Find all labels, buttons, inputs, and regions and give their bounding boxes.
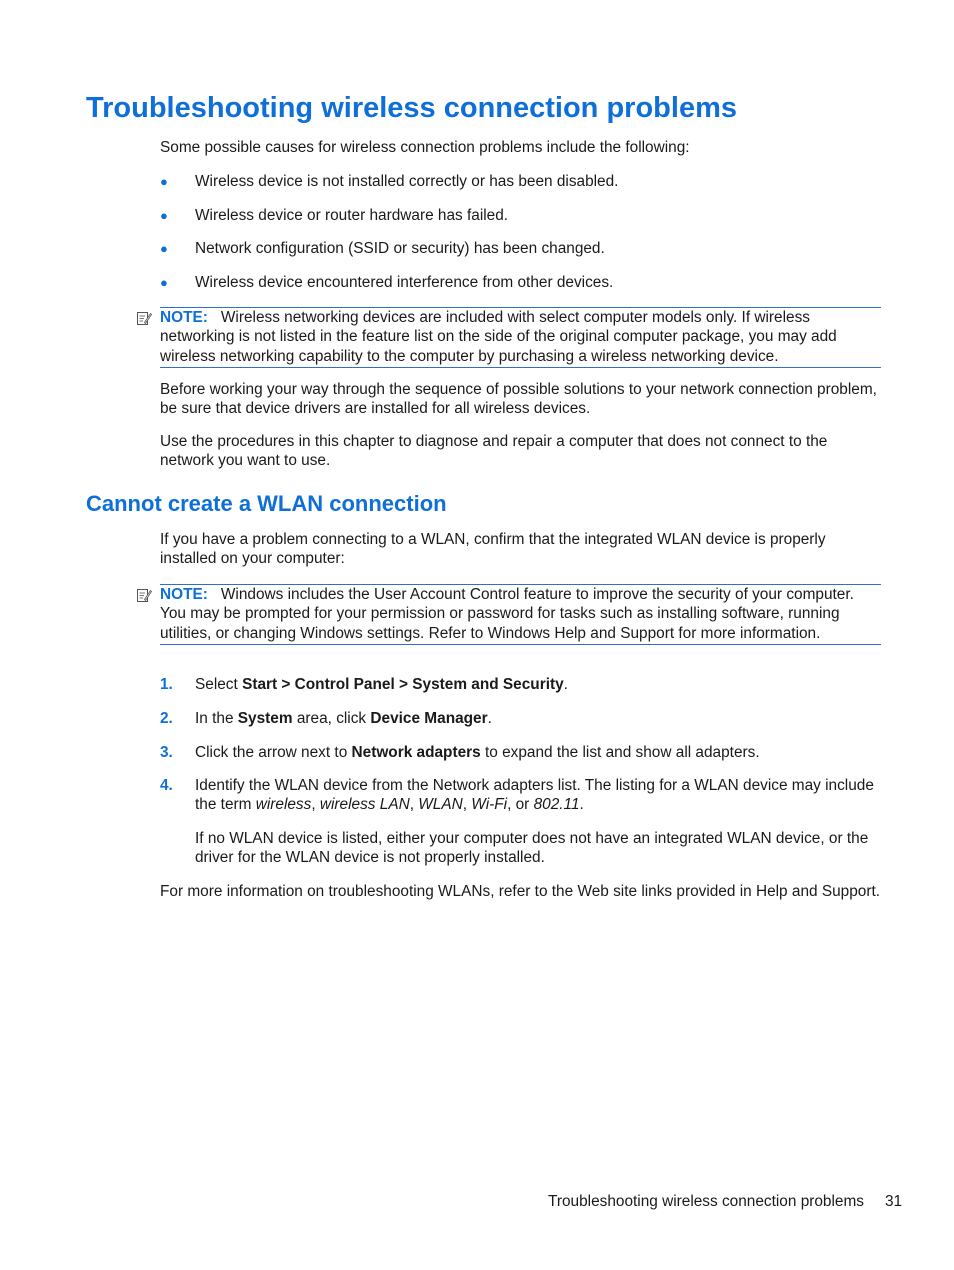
note-pencil-icon	[136, 310, 152, 326]
section-intro: If you have a problem connecting to a WLAN, confirm that the integrated WLAN device is properly installed on your computer:	[160, 531, 826, 568]
paragraph: Before working your way through the sequence of possible solutions to your network connection problem, be sure that device drivers are installed for all wireless devices.	[160, 381, 877, 418]
list-item-text: Network configuration (SSID or security) has been changed.	[195, 240, 605, 257]
step-text: In the System area, click Device Manager.	[195, 710, 492, 727]
step-followup: If no WLAN device is listed, either your computer does not have an integrated WLAN device, or the driver for the WLAN device is not properly installed.	[195, 830, 869, 867]
step-number: 1.	[160, 676, 173, 693]
step-text: Select Start > Control Panel > System and Security.	[195, 676, 568, 693]
page-title: Troubleshooting wireless connection problems	[86, 92, 737, 124]
bullet-icon: ●	[160, 241, 168, 256]
list-item-text: Wireless device is not installed correctly or has been disabled.	[195, 173, 619, 190]
footer-title: Troubleshooting wireless connection problems	[548, 1193, 864, 1210]
step-number: 3.	[160, 744, 173, 761]
bullet-icon: ●	[160, 174, 168, 189]
note-box	[160, 584, 881, 645]
note-text: Windows includes the User Account Control feature to improve the security of your computer. You may be prompted for your permission or password for tasks such as installing software, running utilities, or changing Windows settings. Refer to Windows Help and Support for more information.	[160, 586, 854, 642]
step-text: Click the arrow next to Network adapters to expand the list and show all adapters.	[195, 744, 760, 761]
page-number: 31	[885, 1193, 903, 1210]
intro-paragraph: Some possible causes for wireless connection problems include the following:	[160, 139, 690, 156]
list-item-text: Wireless device or router hardware has failed.	[195, 207, 509, 224]
step-number: 4.	[160, 777, 173, 794]
list-item-text: Wireless device encountered interference from other devices.	[195, 274, 614, 291]
bullet-icon: ●	[160, 208, 168, 223]
section-title: Cannot create a WLAN connection	[86, 491, 447, 516]
step-number: 2.	[160, 710, 173, 727]
note-label: NOTE:	[160, 586, 208, 603]
note-text: Wireless networking devices are included with select computer models only. If wireless networking is not listed in the feature list on the side of the original computer package, you may add wireless networking capability to the computer by purchasing a wireless networking device.	[160, 309, 837, 365]
note-label: NOTE:	[160, 309, 208, 326]
note-box	[160, 307, 881, 368]
paragraph: Use the procedures in this chapter to diagnose and repair a computer that does not connect to the network you want to use.	[160, 433, 828, 470]
note-pencil-icon	[136, 587, 152, 603]
bullet-icon: ●	[160, 275, 168, 290]
closing-paragraph: For more information on troubleshooting WLANs, refer to the Web site links provided in Help and Support.	[160, 883, 881, 900]
step-text: Identify the WLAN device from the Network adapters list. The listing for a WLAN device may include the term wireless, wireless LAN, WLAN, Wi-Fi, or 802.11.	[195, 777, 874, 814]
